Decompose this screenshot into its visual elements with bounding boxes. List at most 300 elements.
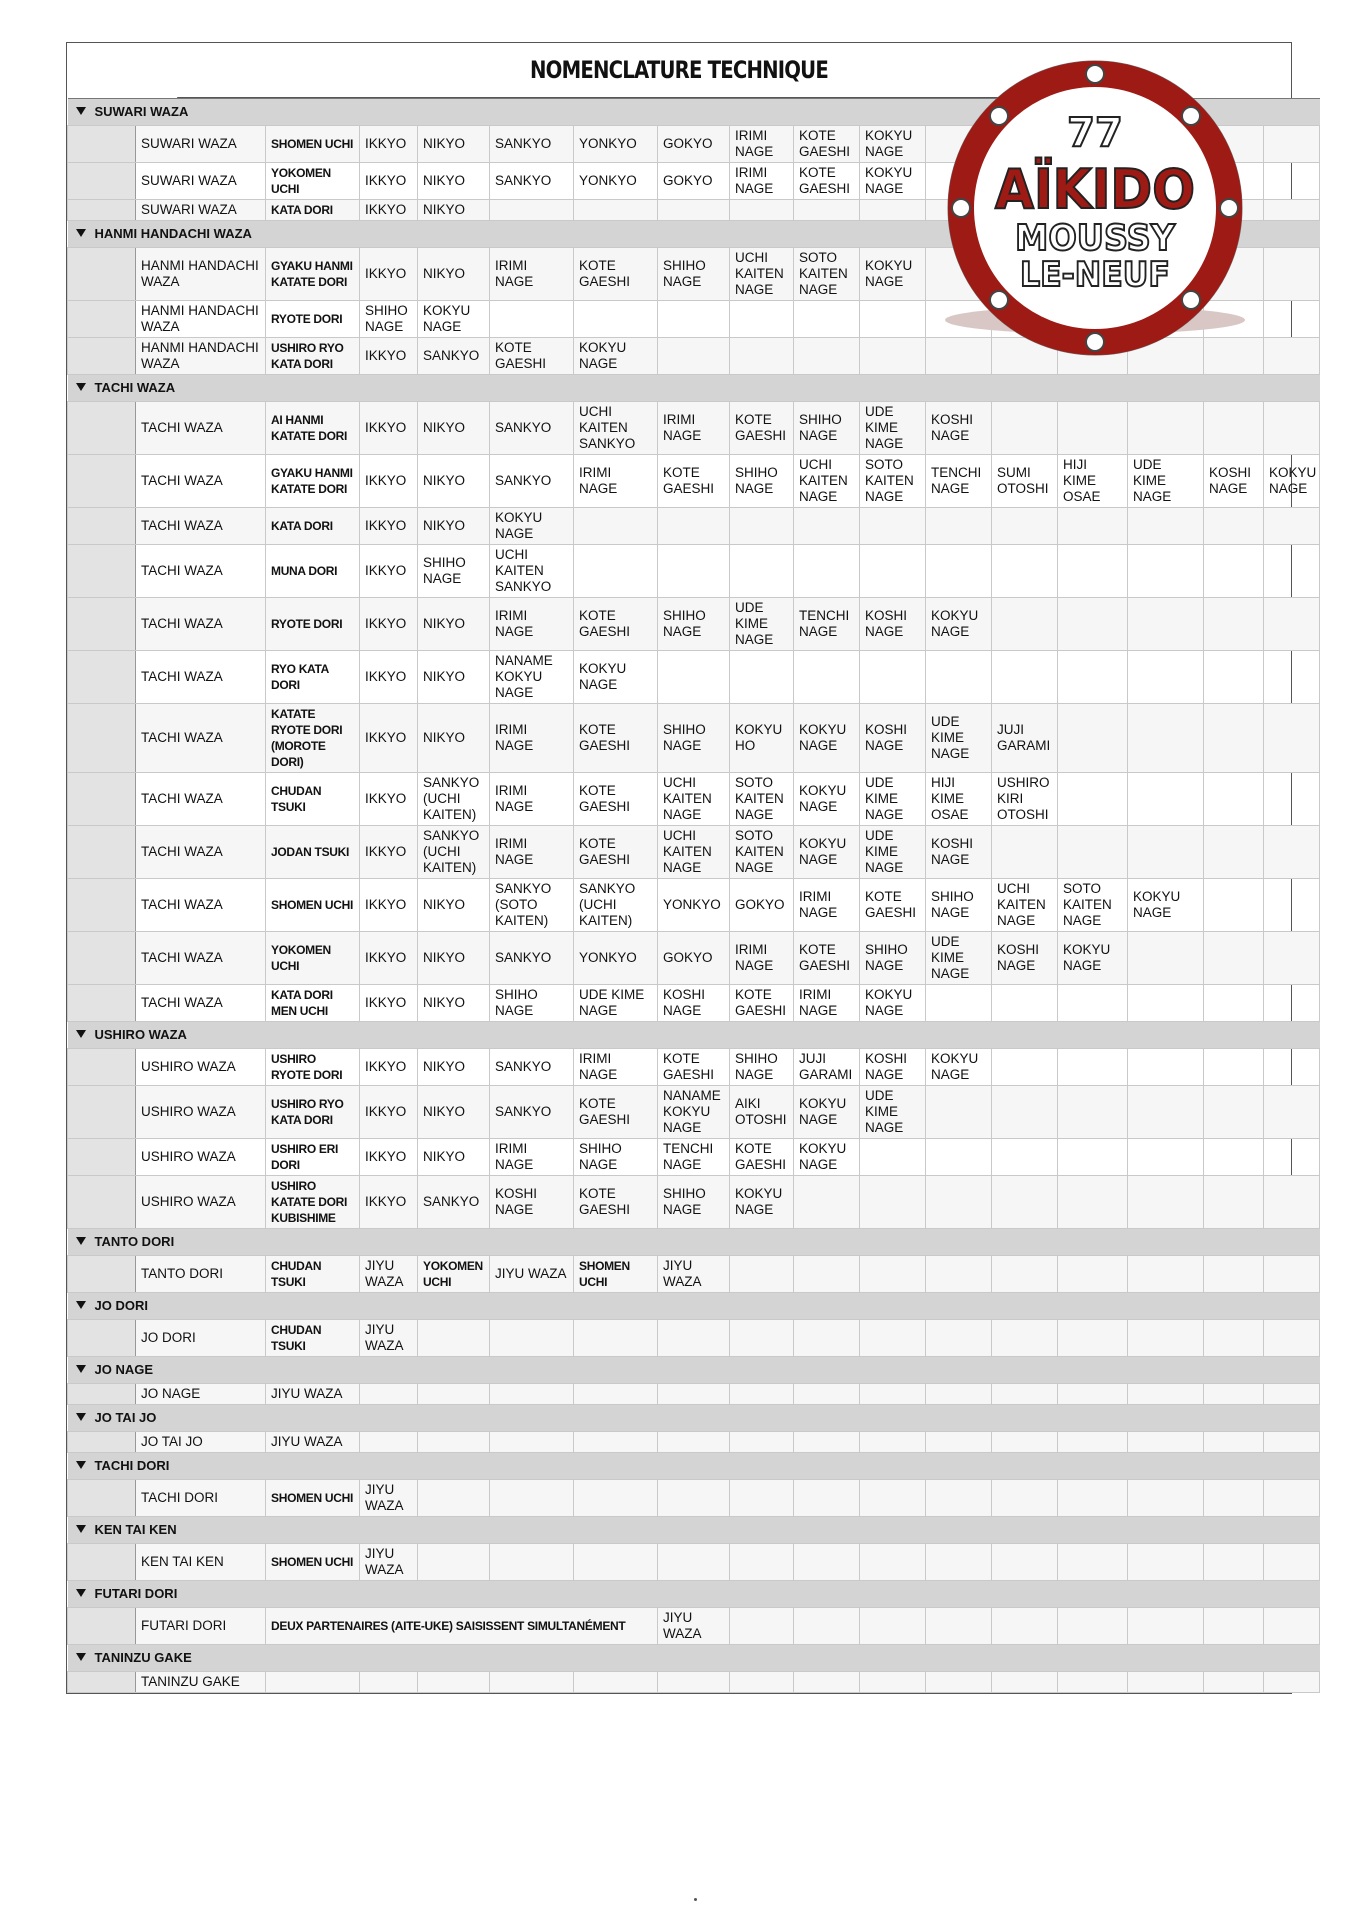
- empty-cell: [730, 1256, 794, 1293]
- collapse-triangle-icon[interactable]: [76, 1237, 86, 1245]
- waza-cell: USHIRO WAZA: [136, 1176, 266, 1229]
- empty-cell: [992, 1608, 1058, 1645]
- section-header[interactable]: [68, 375, 1320, 402]
- section-title: SUWARI WAZA: [94, 104, 189, 119]
- empty-cell: [574, 1672, 658, 1693]
- technique-cell: SANKYO: [418, 338, 490, 375]
- empty-cell: [1058, 1320, 1128, 1357]
- technique-cell: UCHI KAITEN NAGE: [992, 879, 1058, 932]
- technique-cell: KOTE GAESHI: [574, 1176, 658, 1229]
- empty-cell: [1058, 826, 1128, 879]
- empty-cell: [1128, 1320, 1204, 1357]
- technique-cell: SHIHO NAGE: [860, 932, 926, 985]
- section-header[interactable]: [68, 1293, 1320, 1320]
- empty-cell: [926, 651, 992, 704]
- technique-cell: GOKYO: [658, 163, 730, 200]
- empty-cell: [1204, 932, 1264, 985]
- page-title: NOMENCLATURE TECHNIQUE: [177, 43, 1181, 98]
- empty-cell: [1058, 704, 1128, 773]
- technique-cell: UDE KIME NAGE: [860, 773, 926, 826]
- empty-cell: [1058, 1608, 1128, 1645]
- empty-cell: [1058, 1049, 1128, 1086]
- empty-cell: [1264, 985, 1320, 1022]
- section-title: JO DORI: [94, 1298, 148, 1313]
- empty-cell: [1264, 651, 1320, 704]
- technique-cell: NIKYO: [418, 1139, 490, 1176]
- empty-cell: [658, 200, 730, 221]
- technique-cell: KOTE GAESHI: [794, 932, 860, 985]
- technique-cell: GOKYO: [730, 879, 794, 932]
- technique-cell: SHIHO NAGE: [658, 598, 730, 651]
- technique-cell: KOKYU NAGE: [1128, 879, 1204, 932]
- empty-cell: [1264, 1086, 1320, 1139]
- section-header[interactable]: [68, 1357, 1320, 1384]
- technique-cell: SHIHO NAGE: [490, 985, 574, 1022]
- technique-cell: IRIMI NAGE: [490, 704, 574, 773]
- technique-cell: IKKYO: [360, 1086, 418, 1139]
- empty-cell: [1204, 1384, 1264, 1405]
- empty-cell: [1058, 1672, 1128, 1693]
- attack-cell: CHUDAN TSUKI: [266, 1320, 360, 1357]
- section-header[interactable]: [68, 1229, 1320, 1256]
- collapse-triangle-icon[interactable]: [76, 383, 86, 391]
- empty-cell: [1264, 932, 1320, 985]
- section-header[interactable]: [68, 1517, 1320, 1544]
- empty-cell: [992, 1049, 1058, 1086]
- technique-cell: IKKYO: [360, 126, 418, 163]
- table-row: [68, 1384, 1320, 1405]
- technique-cell: KOTE GAESHI: [574, 704, 658, 773]
- empty-cell: [658, 1432, 730, 1453]
- empty-cell: [1128, 704, 1204, 773]
- technique-cell: UDE KIME NAGE: [860, 1086, 926, 1139]
- table-row: [68, 985, 1320, 1022]
- empty-cell: [794, 1608, 860, 1645]
- empty-cell: [1264, 1544, 1320, 1581]
- empty-cell: [860, 508, 926, 545]
- waza-cell: JO DORI: [136, 1320, 266, 1357]
- table-row: [68, 1176, 1320, 1229]
- collapse-triangle-icon[interactable]: [76, 1030, 86, 1038]
- technique-cell: KOSHI NAGE: [1204, 455, 1264, 508]
- technique-cell: KOTE GAESHI: [574, 248, 658, 301]
- technique-cell: KOKYU NAGE: [794, 826, 860, 879]
- row-indent: [68, 879, 136, 932]
- technique-cell: GOKYO: [658, 932, 730, 985]
- table-row: [68, 1256, 1320, 1293]
- technique-cell: IKKYO: [360, 826, 418, 879]
- technique-cell: NIKYO: [418, 932, 490, 985]
- empty-cell: [730, 1384, 794, 1405]
- technique-cell: UDE KIME NAGE: [860, 826, 926, 879]
- empty-cell: [926, 1256, 992, 1293]
- technique-cell: KOKYU NAGE: [860, 126, 926, 163]
- empty-cell: [418, 1480, 490, 1517]
- table-row: [68, 1049, 1320, 1086]
- waza-cell: HANMI HANDACHI WAZA: [136, 338, 266, 375]
- technique-cell: SHIHO NAGE: [360, 301, 418, 338]
- empty-cell: [794, 200, 860, 221]
- collapse-triangle-icon[interactable]: [76, 107, 86, 115]
- empty-cell: [730, 1672, 794, 1693]
- empty-cell: [574, 1432, 658, 1453]
- technique-cell: KOKYU NAGE: [926, 598, 992, 651]
- empty-cell: [1128, 545, 1204, 598]
- technique-cell: KOKYU NAGE: [1058, 932, 1128, 985]
- empty-cell: [490, 1432, 574, 1453]
- attack-cell: USHIRO RYO KATA DORI: [266, 1086, 360, 1139]
- technique-cell: NIKYO: [418, 1049, 490, 1086]
- technique-cell: UDE KIME NAGE: [926, 932, 992, 985]
- waza-cell: USHIRO WAZA: [136, 1086, 266, 1139]
- technique-cell: SANKYO (UCHI KAITEN): [574, 879, 658, 932]
- technique-cell: KOTE GAESHI: [730, 402, 794, 455]
- empty-cell: [992, 651, 1058, 704]
- empty-cell: [1204, 651, 1264, 704]
- empty-cell: [1058, 773, 1128, 826]
- empty-cell: [860, 301, 926, 338]
- empty-cell: [1204, 985, 1264, 1022]
- technique-cell: KOTE GAESHI: [730, 985, 794, 1022]
- table-row: [68, 826, 1320, 879]
- waza-cell: TACHI WAZA: [136, 985, 266, 1022]
- empty-cell: [574, 1544, 658, 1581]
- collapse-triangle-icon[interactable]: [76, 1525, 86, 1533]
- technique-cell: NIKYO: [418, 651, 490, 704]
- collapse-triangle-icon[interactable]: [76, 1301, 86, 1309]
- empty-cell: [794, 1384, 860, 1405]
- empty-cell: [860, 338, 926, 375]
- collapse-triangle-icon[interactable]: [76, 1589, 86, 1597]
- attack-cell: YOKOMEN UCHI: [266, 163, 360, 200]
- empty-cell: [992, 985, 1058, 1022]
- attack-cell: RYO KATA DORI: [266, 651, 360, 704]
- technique-cell: KOSHI NAGE: [992, 932, 1058, 985]
- section-header[interactable]: [68, 1022, 1320, 1049]
- row-indent: [68, 985, 136, 1022]
- row-indent: [68, 932, 136, 985]
- row-indent: [68, 1384, 136, 1405]
- empty-cell: [490, 1384, 574, 1405]
- technique-cell: IRIMI NAGE: [490, 598, 574, 651]
- technique-cell: JIYU WAZA: [360, 1480, 418, 1517]
- empty-cell: [860, 1256, 926, 1293]
- empty-cell: [1204, 1480, 1264, 1517]
- section-title: TANTO DORI: [94, 1234, 175, 1249]
- attack-cell: KATA DORI MEN UCHI: [266, 985, 360, 1022]
- attack-cell: USHIRO RYO KATA DORI: [266, 338, 360, 375]
- waza-cell: JO TAI JO: [136, 1432, 266, 1453]
- technique-cell: UDE KIME NAGE: [730, 598, 794, 651]
- table-row: [68, 1086, 1320, 1139]
- waza-cell: TACHI WAZA: [136, 651, 266, 704]
- table-row: [68, 545, 1320, 598]
- empty-cell: [1204, 1672, 1264, 1693]
- technique-cell: KOTE GAESHI: [658, 1049, 730, 1086]
- empty-cell: [926, 1139, 992, 1176]
- empty-cell: [1128, 932, 1204, 985]
- logo-le-neuf: LE-NEUF: [1020, 255, 1170, 295]
- section-header[interactable]: [68, 1645, 1320, 1672]
- technique-cell: IKKYO: [360, 545, 418, 598]
- section-title: USHIRO WAZA: [94, 1027, 187, 1042]
- empty-cell: [860, 1672, 926, 1693]
- empty-cell: [926, 1432, 992, 1453]
- technique-cell: KOTE GAESHI: [574, 826, 658, 879]
- empty-cell: [1058, 1480, 1128, 1517]
- attack-cell: KATA DORI: [266, 508, 360, 545]
- attack-cell: KATATE RYOTE DORI (MOROTE DORI): [266, 704, 360, 773]
- empty-cell: [1058, 985, 1128, 1022]
- technique-cell: YONKYO: [658, 879, 730, 932]
- technique-cell: IKKYO: [360, 1139, 418, 1176]
- technique-cell: SHIHO NAGE: [926, 879, 992, 932]
- attack-cell: JIYU WAZA: [266, 1432, 360, 1453]
- empty-cell: [860, 1320, 926, 1357]
- technique-cell: IRIMI NAGE: [794, 879, 860, 932]
- empty-cell: [1204, 1176, 1264, 1229]
- section-header[interactable]: [68, 1405, 1320, 1432]
- empty-cell: [730, 1544, 794, 1581]
- technique-cell: JIYU WAZA: [490, 1256, 574, 1293]
- row-indent: [68, 773, 136, 826]
- empty-cell: [1058, 1544, 1128, 1581]
- technique-cell: SANKYO: [490, 932, 574, 985]
- empty-cell: [730, 1320, 794, 1357]
- collapse-triangle-icon[interactable]: [76, 1461, 86, 1469]
- empty-cell: [992, 1672, 1058, 1693]
- attack-cell: SHOMEN UCHI: [266, 1544, 360, 1581]
- empty-cell: [1264, 598, 1320, 651]
- empty-cell: [860, 1384, 926, 1405]
- logo-number: 77: [1067, 110, 1123, 156]
- technique-cell: NIKYO: [418, 985, 490, 1022]
- collapse-triangle-icon[interactable]: [76, 1365, 86, 1373]
- section-header[interactable]: [68, 1453, 1320, 1480]
- technique-cell: SANKYO: [490, 126, 574, 163]
- technique-cell: HIJI KIME OSAE: [1058, 455, 1128, 508]
- waza-cell: TACHI WAZA: [136, 773, 266, 826]
- technique-cell: KOKYU NAGE: [860, 163, 926, 200]
- attack-cell: USHIRO ERI DORI: [266, 1139, 360, 1176]
- empty-cell: [1128, 1176, 1204, 1229]
- empty-cell: [1128, 1384, 1204, 1405]
- technique-cell: KOKYU NAGE: [574, 338, 658, 375]
- technique-cell: TENCHI NAGE: [926, 455, 992, 508]
- empty-cell: [992, 1139, 1058, 1176]
- technique-cell: IKKYO: [360, 200, 418, 221]
- empty-cell: [658, 1672, 730, 1693]
- section-header[interactable]: [68, 1581, 1320, 1608]
- empty-cell: [730, 1432, 794, 1453]
- empty-cell: [1264, 338, 1320, 375]
- empty-cell: [658, 1384, 730, 1405]
- attack-cell: USHIRO KATATE DORI KUBISHIME: [266, 1176, 360, 1229]
- technique-cell: IKKYO: [360, 1049, 418, 1086]
- technique-cell: SHIHO NAGE: [658, 248, 730, 301]
- technique-cell: UCHI KAITEN NAGE: [794, 455, 860, 508]
- waza-cell: TACHI WAZA: [136, 545, 266, 598]
- row-indent: [68, 1608, 136, 1645]
- collapse-triangle-icon[interactable]: [76, 1653, 86, 1661]
- waza-cell: TACHI WAZA: [136, 598, 266, 651]
- row-indent: [68, 455, 136, 508]
- table-row: [68, 1432, 1320, 1453]
- row-indent: [68, 338, 136, 375]
- empty-cell: [574, 301, 658, 338]
- technique-cell: SANKYO (UCHI KAITEN): [418, 826, 490, 879]
- attack-cell: JIYU WAZA: [266, 1384, 360, 1405]
- empty-cell: [490, 301, 574, 338]
- attack-cell: AI HANMI KATATE DORI: [266, 402, 360, 455]
- technique-cell: NIKYO: [418, 402, 490, 455]
- technique-cell: JIYU WAZA: [360, 1544, 418, 1581]
- waza-cell: SUWARI WAZA: [136, 163, 266, 200]
- technique-cell: KOKYU NAGE: [794, 1139, 860, 1176]
- row-indent: [68, 1049, 136, 1086]
- technique-cell: NANAME KOKYU NAGE: [658, 1086, 730, 1139]
- technique-cell: KOTE GAESHI: [574, 773, 658, 826]
- waza-cell: HANMI HANDACHI WAZA: [136, 248, 266, 301]
- technique-cell: NIKYO: [418, 704, 490, 773]
- technique-cell: IKKYO: [360, 455, 418, 508]
- empty-cell: [860, 651, 926, 704]
- technique-cell: KOKYU NAGE: [574, 651, 658, 704]
- empty-cell: [658, 1544, 730, 1581]
- technique-cell: IKKYO: [360, 704, 418, 773]
- empty-cell: [1128, 1480, 1204, 1517]
- technique-cell: YONKYO: [574, 163, 658, 200]
- attack-cell: [266, 1672, 360, 1693]
- empty-cell: [574, 1384, 658, 1405]
- empty-cell: [574, 200, 658, 221]
- empty-cell: [490, 1672, 574, 1693]
- technique-cell: SOTO KAITEN NAGE: [860, 455, 926, 508]
- table-row: [68, 1672, 1320, 1693]
- waza-cell: TACHI WAZA: [136, 508, 266, 545]
- technique-cell: JUJI GARAMI: [992, 704, 1058, 773]
- technique-cell: IRIMI NAGE: [574, 1049, 658, 1086]
- waza-cell: TACHI WAZA: [136, 932, 266, 985]
- empty-cell: [1058, 1256, 1128, 1293]
- table-row: [68, 508, 1320, 545]
- technique-cell: SOTO KAITEN NAGE: [730, 773, 794, 826]
- technique-cell: SUMI OTOSHI: [992, 455, 1058, 508]
- waza-cell: HANMI HANDACHI WAZA: [136, 301, 266, 338]
- empty-cell: [418, 1432, 490, 1453]
- technique-cell: NIKYO: [418, 1086, 490, 1139]
- empty-cell: [860, 1432, 926, 1453]
- technique-cell: JIYU WAZA: [658, 1608, 730, 1645]
- row-indent: [68, 651, 136, 704]
- row-indent: [68, 704, 136, 773]
- empty-cell: [926, 1176, 992, 1229]
- empty-cell: [1264, 1384, 1320, 1405]
- empty-cell: [1264, 1608, 1320, 1645]
- technique-cell: SHIHO NAGE: [730, 455, 794, 508]
- attack-cell: MUNA DORI: [266, 545, 360, 598]
- table-row: [68, 704, 1320, 773]
- empty-cell: [574, 508, 658, 545]
- technique-cell: IRIMI NAGE: [490, 773, 574, 826]
- technique-cell: KOKYU NAGE: [794, 773, 860, 826]
- empty-cell: [658, 1480, 730, 1517]
- technique-cell: IRIMI NAGE: [730, 163, 794, 200]
- technique-cell: KOKYU NAGE: [860, 248, 926, 301]
- section-title: HANMI HANDACHI WAZA: [94, 226, 252, 241]
- empty-cell: [1058, 545, 1128, 598]
- collapse-triangle-icon[interactable]: [76, 1413, 86, 1421]
- empty-cell: [860, 1608, 926, 1645]
- empty-cell: [992, 598, 1058, 651]
- empty-cell: [1058, 598, 1128, 651]
- technique-cell: UCHI KAITEN SANKYO: [574, 402, 658, 455]
- empty-cell: [1128, 1672, 1204, 1693]
- page-dot: [694, 1898, 697, 1901]
- empty-cell: [1264, 1139, 1320, 1176]
- technique-cell: UCHI KAITEN NAGE: [658, 773, 730, 826]
- technique-cell: KOKYU NAGE: [418, 301, 490, 338]
- section-title: TANINZU GAKE: [94, 1650, 192, 1665]
- technique-cell: UDE KIME NAGE: [574, 985, 658, 1022]
- technique-cell: KOTE GAESHI: [794, 126, 860, 163]
- attack-cell: SHOMEN UCHI: [266, 1480, 360, 1517]
- empty-cell: [794, 1672, 860, 1693]
- empty-cell: [1128, 1086, 1204, 1139]
- empty-cell: [1264, 1176, 1320, 1229]
- empty-cell: [926, 1544, 992, 1581]
- waza-cell: TACHI WAZA: [136, 704, 266, 773]
- technique-cell: KOKYU NAGE: [926, 1049, 992, 1086]
- empty-cell: [1204, 1256, 1264, 1293]
- technique-cell: KOTE GAESHI: [574, 598, 658, 651]
- attack-cell: JODAN TSUKI: [266, 826, 360, 879]
- empty-cell: [926, 1672, 992, 1693]
- row-indent: [68, 301, 136, 338]
- empty-cell: [730, 651, 794, 704]
- technique-cell: SHIHO NAGE: [794, 402, 860, 455]
- technique-cell: JIYU WAZA: [360, 1256, 418, 1293]
- table-row: [68, 598, 1320, 651]
- collapse-triangle-icon[interactable]: [76, 229, 86, 237]
- empty-cell: [1204, 402, 1264, 455]
- empty-cell: [992, 1086, 1058, 1139]
- technique-cell: SANKYO: [490, 402, 574, 455]
- table-row: [68, 1544, 1320, 1581]
- technique-cell: JUJI GARAMI: [794, 1049, 860, 1086]
- empty-cell: [1264, 826, 1320, 879]
- technique-cell: KOSHI NAGE: [926, 402, 992, 455]
- empty-cell: [658, 508, 730, 545]
- empty-cell: [1128, 826, 1204, 879]
- row-indent: [68, 598, 136, 651]
- empty-cell: [794, 508, 860, 545]
- technique-cell: KOTE GAESHI: [490, 338, 574, 375]
- empty-cell: [794, 338, 860, 375]
- empty-cell: [1204, 826, 1264, 879]
- empty-cell: [1204, 1139, 1264, 1176]
- table-row: [68, 879, 1320, 932]
- technique-cell: IKKYO: [360, 1176, 418, 1229]
- row-indent: [68, 1672, 136, 1693]
- row-indent: [68, 1432, 136, 1453]
- empty-cell: [860, 1176, 926, 1229]
- empty-cell: [1128, 1608, 1204, 1645]
- technique-cell: UDE KIME NAGE: [926, 704, 992, 773]
- empty-cell: [1264, 1256, 1320, 1293]
- technique-cell: UDE KIME NAGE: [860, 402, 926, 455]
- empty-cell: [794, 545, 860, 598]
